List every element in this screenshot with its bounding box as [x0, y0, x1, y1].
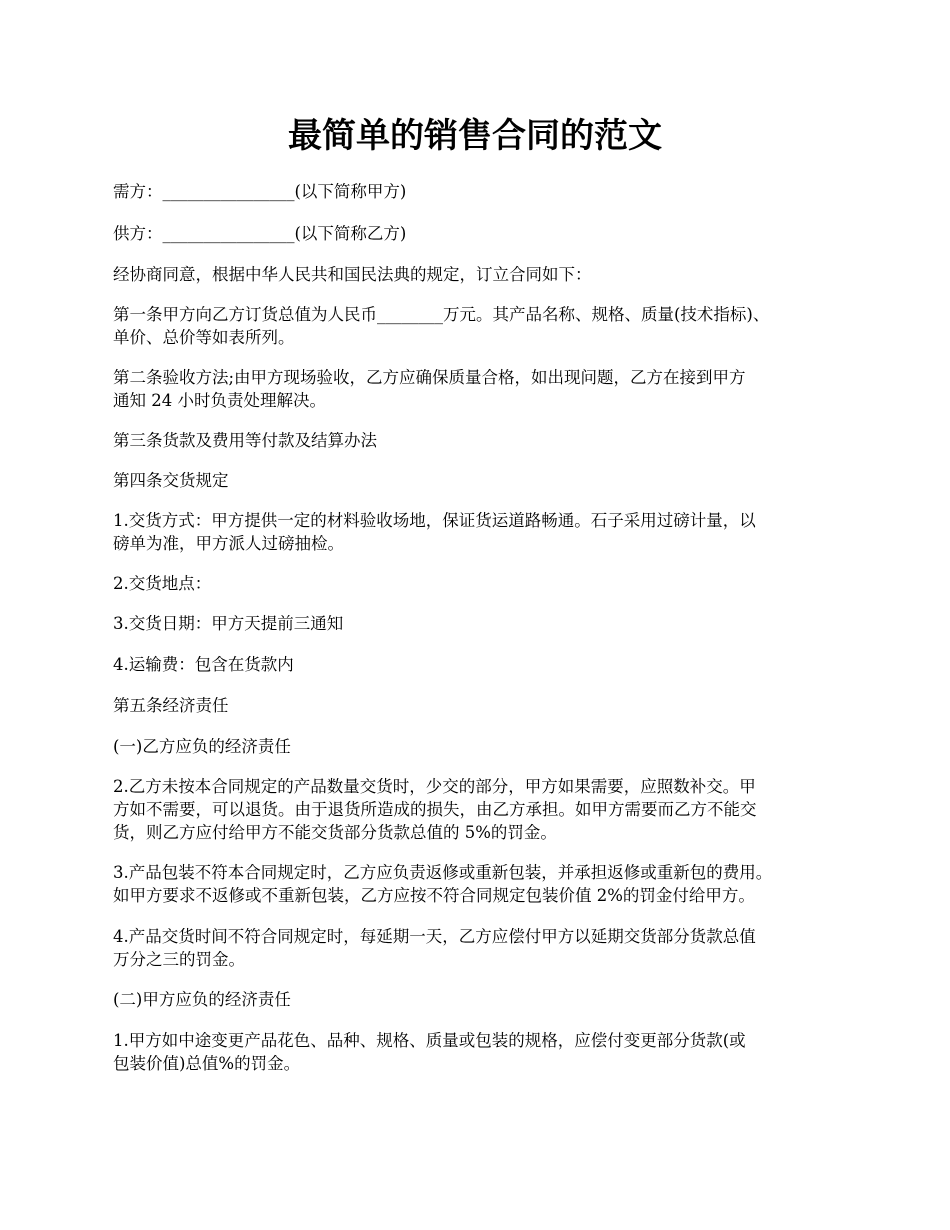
document-title: 最简单的销售合同的范文: [288, 116, 662, 156]
paragraph-article-4: [113, 469, 843, 492]
paragraph-article-3: [113, 429, 843, 452]
paragraph-quantity-shortfall: [113, 775, 843, 844]
paragraph-line: 2.交货地点：: [113, 574, 212, 593]
paragraph-line: 磅单为准，甲方派人过磅抽检。: [113, 534, 344, 553]
paragraph-delivery-method: [113, 509, 843, 555]
paragraph-buyer-liability: [113, 988, 843, 1011]
paragraph-line: (二)甲方应负的经济责任: [113, 990, 291, 1009]
paragraph-line: 4.运输费：包含在货款内: [113, 655, 294, 674]
paragraph-line: 供方：________________(以下简称乙方): [113, 224, 407, 243]
paragraph-line: 第二条验收方法;由甲方现场验收，乙方应确保质量合格，如出现问题，乙方在接到甲方: [113, 368, 746, 387]
paragraph-change-penalty: [113, 1029, 843, 1075]
paragraph-line: 4.产品交货时间不符合同规定时，每延期一天，乙方应偿付甲方以延期交货部分货款总值: [113, 927, 756, 946]
paragraph-line: 如甲方要求不返修或不重新包装，乙方应按不符合同规定包装价值 2%的罚金付给甲方。: [113, 886, 755, 905]
paragraph-line: 3.产品包装不符本合同规定时，乙方应负责返修或重新包装，并承担返修或重新包的费用。: [113, 863, 773, 882]
paragraph-line: 万分之三的罚金。: [113, 950, 245, 969]
paragraph-line: 通知 24 小时负责处理解决。: [113, 391, 326, 410]
paragraph-line: 经协商同意，根据中华人民共和国民法典的规定，订立合同如下：: [113, 265, 592, 284]
paragraph-line: 第一条甲方向乙方订货总值为人民币________万元。其产品名称、规格、质量(技术指标)、: [113, 305, 770, 324]
paragraph-seller: [113, 222, 843, 245]
paragraph-line: 单价、总价等如表所列。: [113, 328, 295, 347]
paragraph-article-5: [113, 694, 843, 717]
paragraph-line: (一)乙方应负的经济责任: [113, 737, 291, 756]
paragraph-transport-fee: [113, 653, 843, 676]
paragraph-line: 第三条货款及费用等付款及结算办法: [113, 431, 377, 450]
paragraph-delivery-place: [113, 572, 843, 595]
paragraph-line: 需方：________________(以下简称甲方): [113, 182, 407, 201]
paragraph-late-delivery: [113, 925, 843, 971]
paragraph-line: 1.甲方如中途变更产品花色、品种、规格、质量或包装的规格，应偿付变更部分货款(或: [113, 1031, 746, 1050]
paragraph-delivery-date: [113, 612, 843, 635]
paragraph-preamble: [113, 263, 843, 286]
paragraph-packaging: [113, 861, 843, 907]
paragraph-line: 货，则乙方应付给甲方不能交货部分货款总值的 5%的罚金。: [113, 823, 557, 842]
paragraph-line: 第五条经济责任: [113, 696, 229, 715]
paragraph-line: 1.交货方式：甲方提供一定的材料验收场地，保证货运道路畅通。石子采用过磅计量，以: [113, 511, 756, 530]
paragraph-line: 2.乙方未按本合同规定的产品数量交货时，少交的部分，甲方如果需要，应照数补交。甲: [113, 777, 756, 796]
paragraph-article-2: [113, 366, 843, 412]
paragraph-line: 第四条交货规定: [113, 471, 229, 490]
paragraph-line: 方如不需要，可以退货。由于退货所造成的损失，由乙方承担。如甲方需要而乙方不能交: [113, 800, 757, 819]
paragraph-line: 3.交货日期：甲方天提前三通知: [113, 614, 344, 633]
paragraph-line: 包装价值)总值%的罚金。: [113, 1054, 301, 1073]
paragraph-seller-liability: [113, 735, 843, 758]
paragraph-buyer: [113, 180, 843, 203]
paragraph-article-1: [113, 303, 843, 349]
